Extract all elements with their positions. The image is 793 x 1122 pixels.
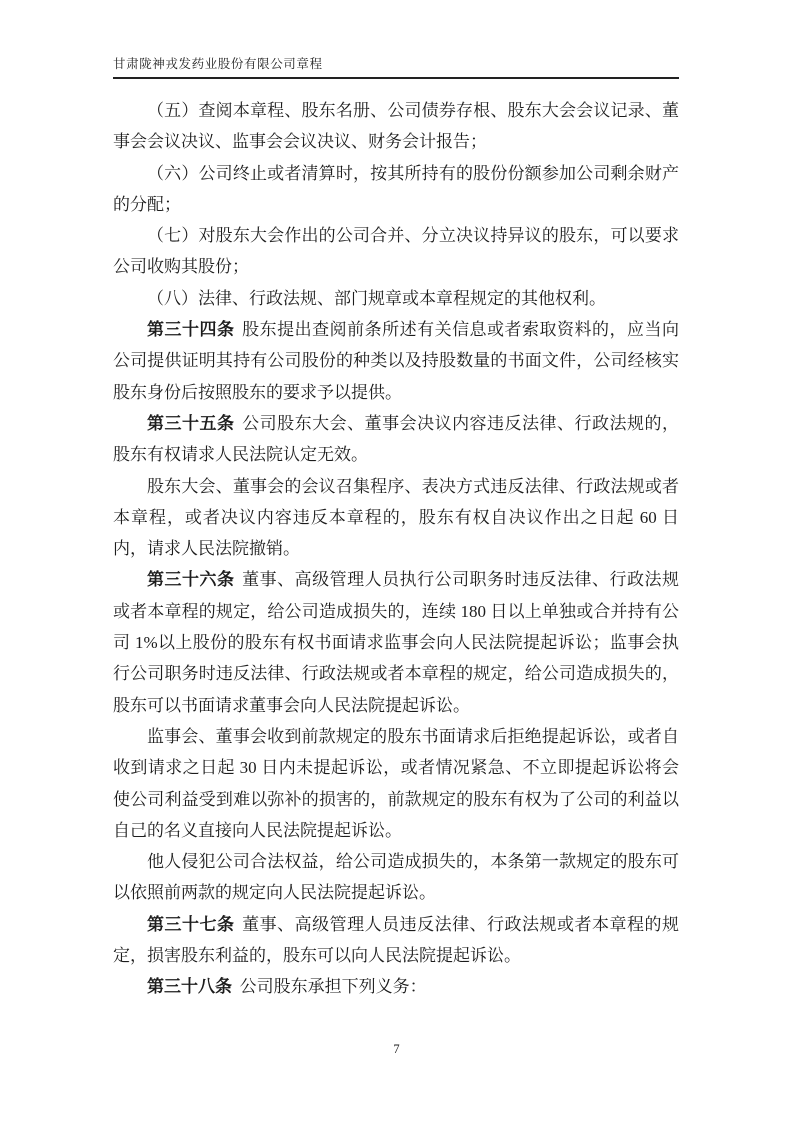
article-number-label: 第三十四条 — [147, 320, 235, 340]
article-number-label: 第三十八条 — [147, 977, 232, 997]
paragraph-text: （八）法律、行政法规、部门规章或本章程规定的其他权利。 — [147, 288, 606, 308]
paragraph-text: 他人侵犯公司合法权益，给公司造成损失的，本条第一款规定的股东可以依照前两款的规定向人民法院提起诉讼。 — [113, 852, 679, 903]
paragraph — [113, 158, 679, 221]
document-body — [113, 95, 679, 1003]
paragraph — [113, 846, 679, 909]
paragraph — [113, 971, 679, 1002]
paragraph-text: 公司股东承担下列义务： — [239, 977, 427, 997]
article-number-label: 第三十七条 — [147, 914, 235, 934]
article-number-label: 第三十六条 — [147, 570, 235, 590]
paragraph-text: （七）对股东大会作出的公司合并、分立决议持异议的股东，可以要求公司收购其股份； — [113, 226, 679, 277]
paragraph-text: 股东大会、董事会的会议召集程序、表决方式违反法律、行政法规或者本章程，或者决议内容违反本章程的，股东有权自决议作出之日起 60 日内，请求人民法院撤销。 — [113, 476, 679, 559]
paragraph-text: （五）查阅本章程、股东名册、公司债券存根、股东大会会议记录、董事会会议决议、监事会会议决议、财务会计报告； — [113, 101, 679, 152]
paragraph — [113, 314, 679, 408]
paragraph-text: 公司股东大会、董事会决议内容违反法律、行政法规的，股东有权请求人民法院认定无效。 — [113, 413, 680, 465]
paragraph — [113, 220, 679, 283]
paragraph-text: 董事、高级管理人员执行公司职务时违反法律、行政法规或者本章程的规定，给公司造成损失的，连续 180 日以上单独或合并持有公司 1%以上股份的股东有权书面请求监事会向人民法院提起诉讼；监事会执行公司职务时违反法律、行政法规或者本章程的规定，给公司造成损失的，股东可以书面请求董事会向人民法院提起诉讼。 — [113, 570, 680, 715]
paragraph — [113, 283, 679, 314]
paragraph — [113, 909, 679, 972]
paragraph — [113, 471, 679, 565]
article-number-label: 第三十五条 — [147, 413, 235, 433]
paragraph — [113, 721, 679, 846]
paragraph — [113, 95, 679, 158]
paragraph — [113, 408, 679, 471]
paragraph-text: 监事会、董事会收到前款规定的股东书面请求后拒绝提起诉讼，或者自收到请求之日起 30 日内未提起诉讼，或者情况紧急、不立即提起诉讼将会使公司利益受到难以弥补的损害的，前款规定的股东有权为了公司的利益以自己的名义直接向人民法院提起诉讼。 — [113, 726, 679, 840]
document-footer — [0, 1040, 793, 1058]
header-title: 甘肃陇神戎发药业股份有限公司章程 — [113, 57, 323, 71]
document-header — [113, 54, 679, 79]
paragraph-text: （六）公司终止或者清算时，按其所持有的股份份额参加公司剩余财产的分配； — [113, 163, 679, 214]
paragraph-text: 董事、高级管理人员违反法律、行政法规或者本章程的规定，损害股东利益的，股东可以向人民法院提起诉讼。 — [113, 914, 680, 966]
paragraph-text: 股东提出查阅前条所述有关信息或者索取资料的，应当向公司提供证明其持有公司股份的种类以及持股数量的书面文件，公司经核实股东身份后按照股东的要求予以提供。 — [113, 320, 680, 402]
paragraph — [113, 564, 679, 720]
page-number: 7 — [393, 1042, 400, 1056]
